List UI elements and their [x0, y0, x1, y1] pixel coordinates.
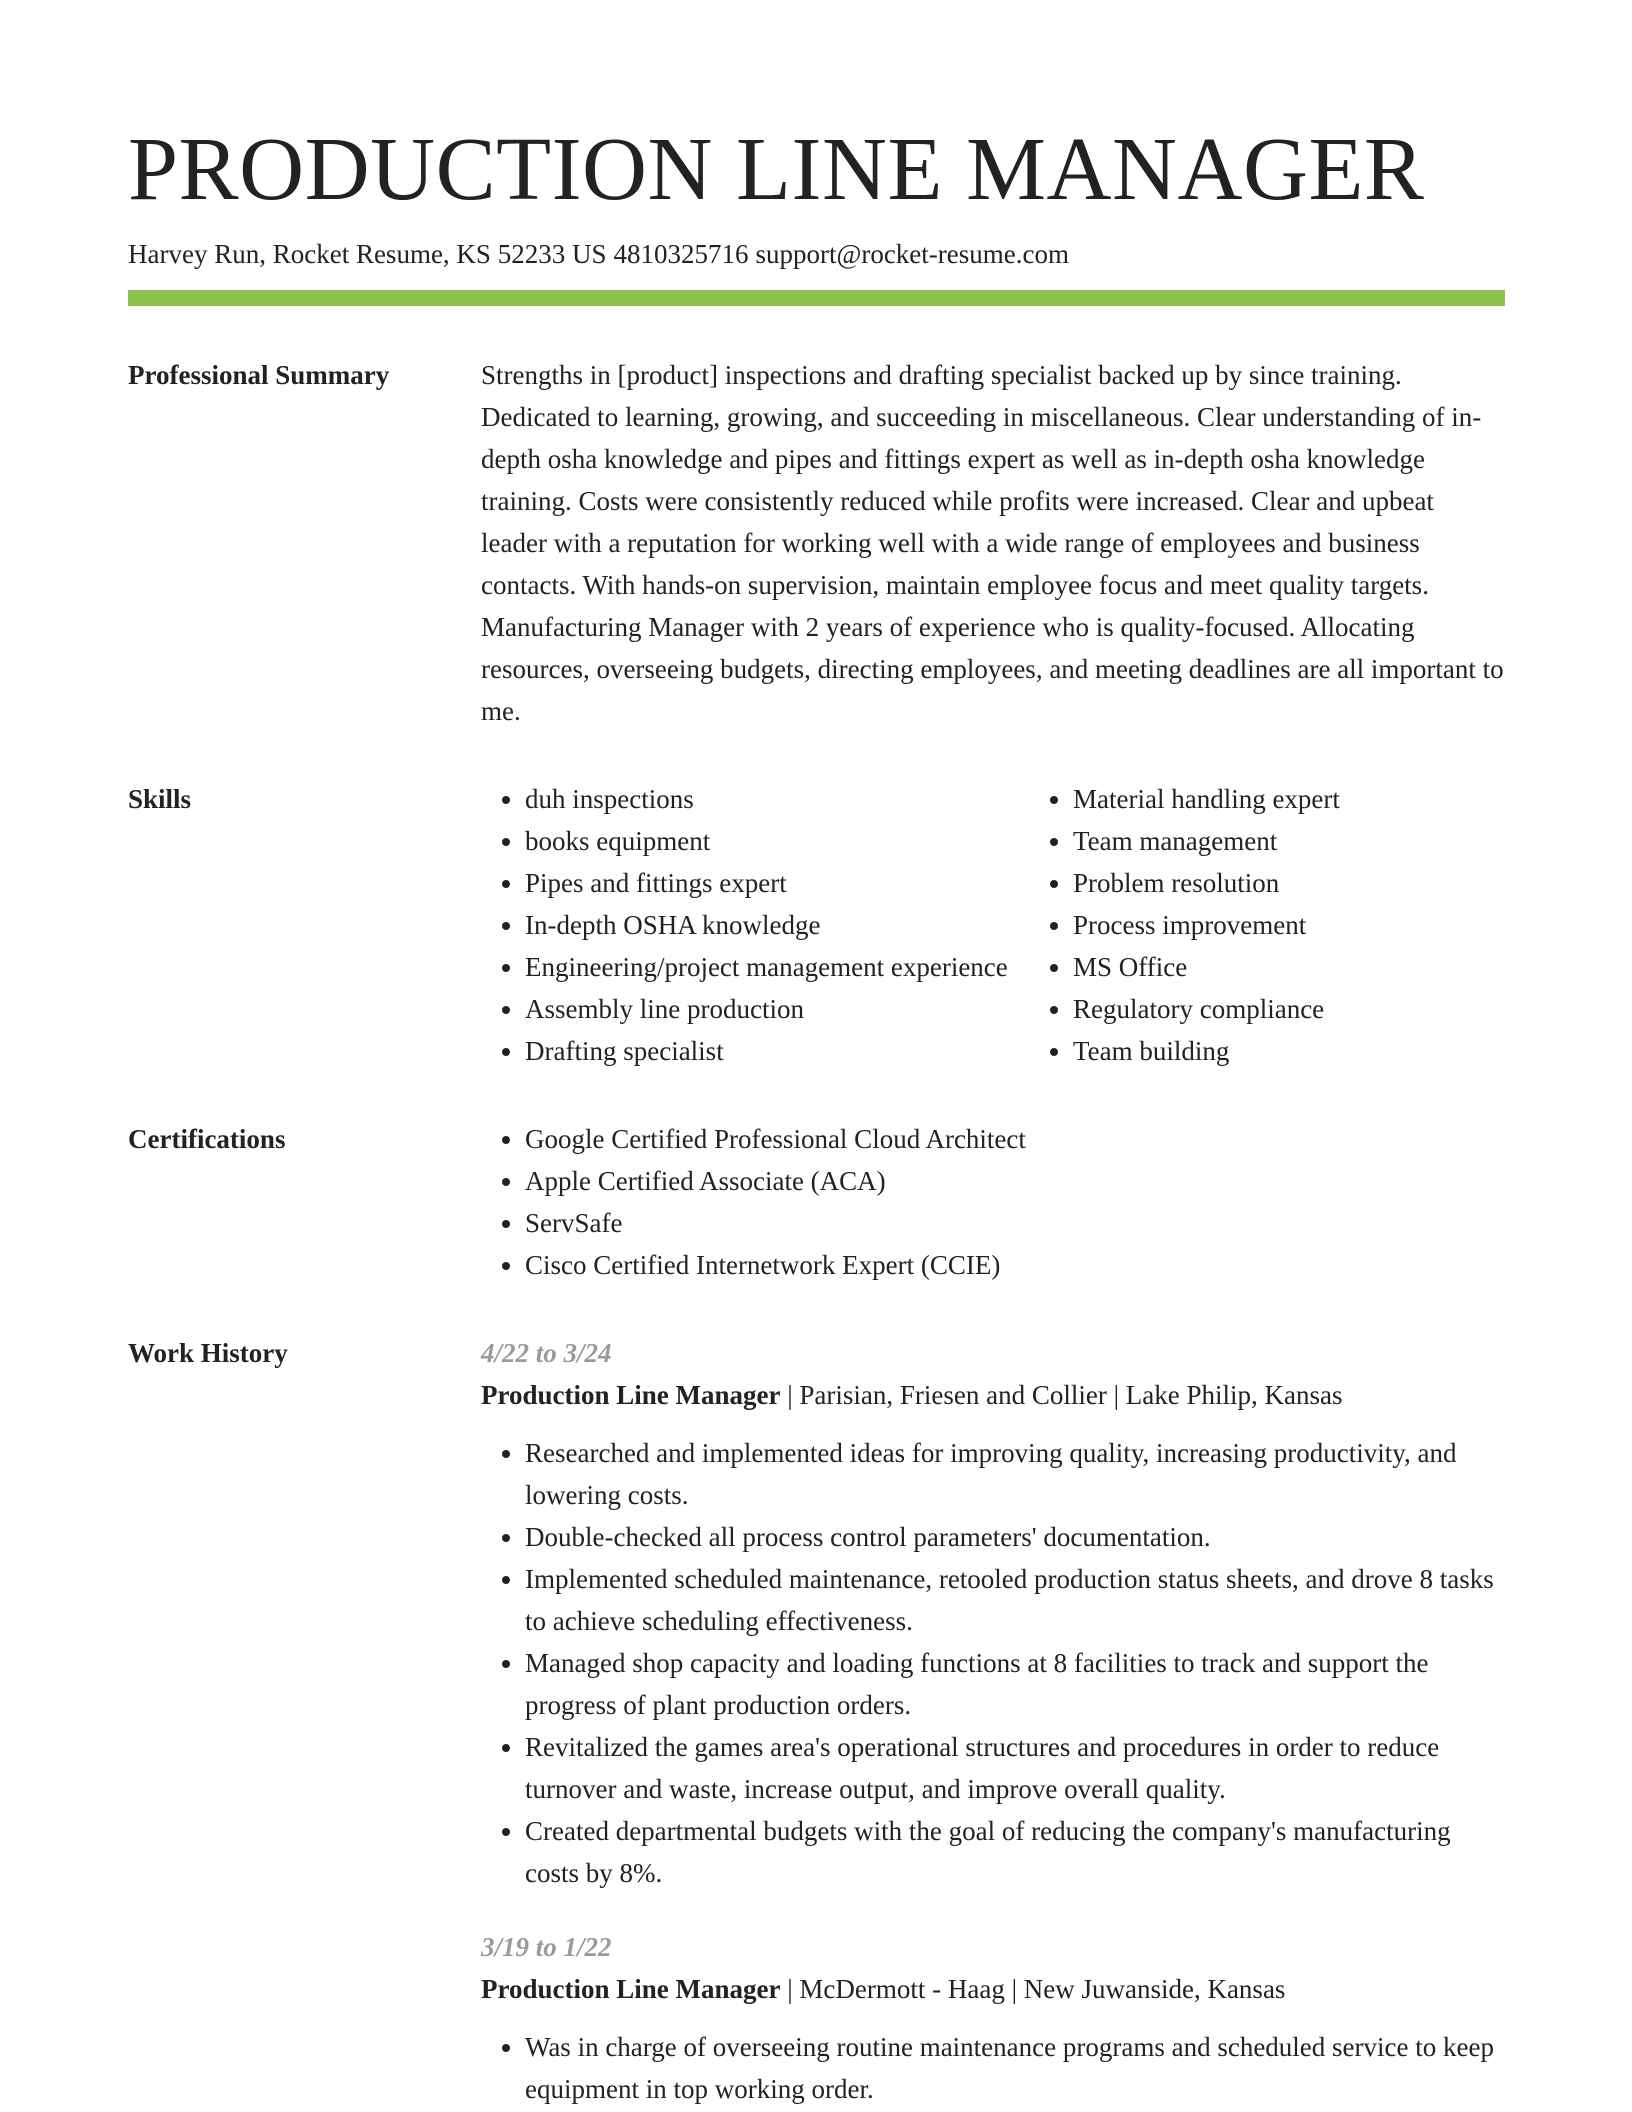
section-body-certifications	[481, 1118, 1505, 1286]
section-body-skills	[481, 778, 1505, 1072]
section-summary	[128, 354, 1505, 732]
contact-line	[128, 236, 1505, 272]
job-bullet: • Implemented scheduled maintenance, retooled production status sheets, and drove 8 tasks to achieve scheduling effectiveness.	[525, 1558, 1505, 1642]
section-skills	[128, 778, 1505, 1072]
certification-item: • Apple Certified Associate (ACA)	[525, 1160, 1505, 1202]
skill-item: • Assembly line production	[525, 988, 1029, 1030]
contact-email: support@rocket-resume.com	[755, 239, 1069, 269]
contact-address: Harvey Run, Rocket Resume, KS 52233 US	[128, 239, 607, 269]
job-dates: 3/19 to 1/22	[481, 1932, 612, 1962]
job-title: Production Line Manager	[481, 1380, 781, 1410]
resume-title: PRODUCTION LINE MANAGER	[128, 120, 1425, 219]
section-certifications	[128, 1118, 1505, 1286]
section-label-certifications: Certifications	[128, 1124, 286, 1154]
job-heading	[481, 1968, 1505, 2010]
certification-item: • ServSafe	[525, 1202, 1505, 1244]
skill-item: • MS Office	[1073, 946, 1505, 988]
certifications-list	[481, 1118, 1505, 1286]
skill-item: • Drafting specialist	[525, 1030, 1029, 1072]
skills-column-2	[1029, 778, 1505, 1072]
skills-column-1	[481, 778, 1029, 1072]
job-title: Production Line Manager	[481, 1974, 781, 2004]
job-dates: 4/22 to 3/24	[481, 1338, 612, 1368]
skill-item: • Problem resolution	[1073, 862, 1505, 904]
skill-item: • Regulatory compliance	[1073, 988, 1505, 1030]
section-body-summary	[481, 354, 1505, 732]
summary-text: Strengths in [product] inspections and drafting specialist backed up by since training. Dedicated to learning, growing, and succeeding in miscellaneous. Clear understanding of in-depth osha knowledge and pipes and fittings expert as well as in-depth osha knowledge training. Costs were consistently reduced while profits were increased. Clear and upbeat leader with a reputation for working well with a wide range of employees and business contacts. With hands-on supervision, maintain employee focus and meet quality targets. Manufacturing Manager with 2 years of experience who is quality-focused. Allocating resources, overseeing budgets, directing employees, and meeting deadlines are all important to me.	[481, 360, 1504, 726]
job-bullet: • Double-checked all process control parameters' documentation.	[525, 1516, 1505, 1558]
job-bullets	[481, 1432, 1505, 1894]
job-bullets	[481, 2026, 1505, 2110]
job-company-location: | McDermott - Haag | New Juwanside, Kansas	[780, 1974, 1286, 2004]
section-body-work-history	[481, 1332, 1505, 2110]
job-bullet: • Managed shop capacity and loading functions at 8 facilities to track and support the progress of plant production orders.	[525, 1642, 1505, 1726]
section-label-work-history: Work History	[128, 1338, 288, 1368]
job-bullet: • Created departmental budgets with the goal of reducing the company's manufacturing costs by 8%.	[525, 1810, 1505, 1894]
skill-item: • Team building	[1073, 1030, 1505, 1072]
job-bullet: • Researched and implemented ideas for improving quality, increasing productivity, and lowering costs.	[525, 1432, 1505, 1516]
job-entry	[481, 1926, 1505, 2110]
skill-item: • Engineering/project management experience	[525, 946, 1029, 988]
skill-item: • Team management	[1073, 820, 1505, 862]
skill-item: • Material handling expert	[1073, 778, 1505, 820]
certification-item: • Cisco Certified Internetwork Expert (CCIE)	[525, 1244, 1505, 1286]
skill-item: • Process improvement	[1073, 904, 1505, 946]
section-work-history	[128, 1332, 1505, 2110]
skill-item: • Pipes and fittings expert	[525, 862, 1029, 904]
job-heading	[481, 1374, 1505, 1416]
skill-item: • books equipment	[525, 820, 1029, 862]
job-bullet: • Revitalized the games area's operational structures and procedures in order to reduce turnover and waste, increase output, and improve overall quality.	[525, 1726, 1505, 1810]
job-company-location: | Parisian, Friesen and Collier | Lake Philip, Kansas	[780, 1380, 1343, 1410]
skill-item: • In-depth OSHA knowledge	[525, 904, 1029, 946]
contact-phone: 4810325716	[613, 239, 749, 269]
certification-item: • Google Certified Professional Cloud Architect	[525, 1118, 1505, 1160]
job-bullet: • Was in charge of overseeing routine maintenance programs and scheduled service to keep equipment in top working order.	[525, 2026, 1505, 2110]
header-divider	[128, 290, 1505, 306]
skill-item: • duh inspections	[525, 778, 1029, 820]
section-label-skills: Skills	[128, 784, 192, 814]
section-label-summary: Professional Summary	[128, 360, 390, 390]
job-entry	[481, 1332, 1505, 1894]
